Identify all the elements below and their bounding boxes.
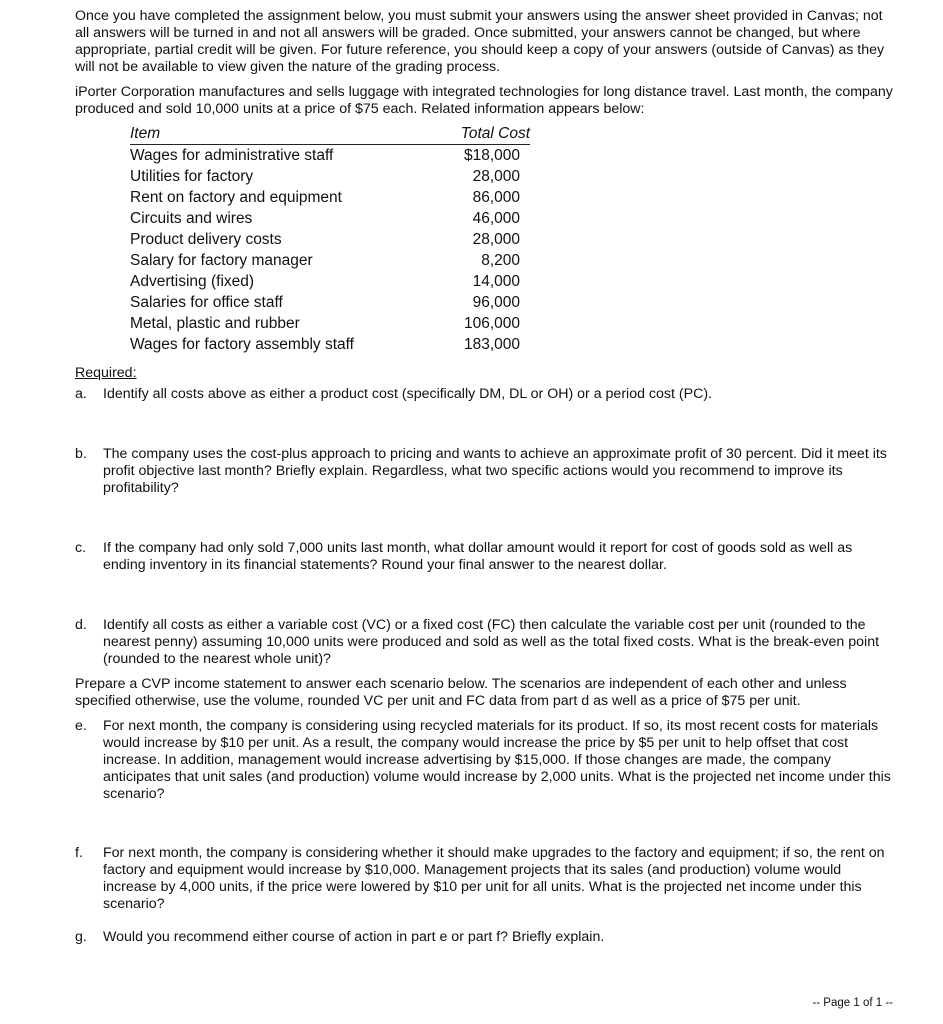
question-c [75,540,895,574]
table-row [130,208,530,229]
table-row [130,334,530,355]
intro-paragraph: Once you have completed the assignment below, you must submit your answers using the answer sheet provided in Canvas; not all answers will be turned in and not all answers will be graded. Once submitted, your answers cannot be changed, but where appropriate, partial credit will be given. For future reference, you should keep a copy of your answers (outside of Canvas) as they will not be available to view given the nature of the grading process. [75,8,885,75]
cost-item: Wages for factory assembly staff [130,336,354,353]
question-label: f. [75,845,83,861]
table-row [130,271,530,292]
cost-table-header [130,124,530,145]
question-a [75,386,895,403]
cost-item: Wages for administrative staff [130,147,334,164]
question-text: For next month, the company is considering whether it should make upgrades to the factory and equipment; if so, the rent on factory and equipment would increase by $10,000. Management projects that its sales (and production) volume would increase by 4,000 units, if the price were lowered by $10 per unit for all units. What is the projected net income under this scenario? [103,845,885,912]
question-text: Identify all costs as either a variable cost (VC) or a fixed cost (FC) then calculate the variable cost per unit (rounded to the nearest penny) assuming 10,000 units were produced and sold as well as the total fixed costs. What is the break-even point (rounded to the nearest whole unit)? [103,617,880,667]
question-d [75,617,895,668]
cost-value: 96,000 [472,294,520,311]
cost-table [130,124,530,355]
company-paragraph: iPorter Corporation manufactures and sells luggage with integrated technologies for long distance travel. Last month, the company produced and sold 10,000 units at a price of $75 each. Related information appears below: [75,84,893,117]
header-item: Item [130,124,424,145]
cost-value: 183,000 [463,336,520,353]
document-page [75,8,895,946]
question-label: g. [75,929,87,945]
cost-item: Metal, plastic and rubber [130,315,300,332]
cost-item: Advertising (fixed) [130,273,255,290]
question-label: c. [75,540,87,556]
table-row [130,166,530,187]
cost-item: Circuits and wires [130,210,253,227]
cost-value: 28,000 [472,168,520,185]
question-label: e. [75,718,87,734]
cost-value: 46,000 [472,210,520,227]
cost-value: 14,000 [472,273,520,290]
cost-value: 86,000 [472,189,520,206]
question-e [75,718,895,803]
question-text: Would you recommend either course of action in part e or part f? Briefly explain. [103,929,605,945]
question-b [75,446,895,497]
cost-value: 8,200 [481,252,520,269]
page-number-footer: -- Page 1 of 1 -- [812,997,893,1009]
cost-value: $18,000 [463,147,520,164]
table-row [130,292,530,313]
cost-item: Rent on factory and equipment [130,189,342,206]
cost-item: Product delivery costs [130,231,282,248]
cost-item: Utilities for factory [130,168,254,185]
cvp-instructions: Prepare a CVP income statement to answer each scenario below. The scenarios are independent of each other and unless specified otherwise, use the volume, rounded VC per unit and FC data from part d as well as a price of $75 per unit. [75,676,847,709]
table-row [130,250,530,271]
cost-item: Salaries for office staff [130,294,283,311]
table-row [130,229,530,250]
question-g [75,929,895,946]
table-row [130,313,530,334]
question-text: Identify all costs above as either a product cost (specifically DM, DL or OH) or a period cost (PC). [103,386,712,402]
required-heading: Required: [75,365,137,381]
table-row [130,145,530,167]
cost-value: 106,000 [463,315,520,332]
cost-value: 28,000 [472,231,520,248]
table-row [130,187,530,208]
question-text: The company uses the cost-plus approach to pricing and wants to achieve an approximate profit of 30 percent. Did it meet its profit objective last month? Briefly explain. Regardless, what two specific actions would you recommend to improve its profitability? [103,446,887,496]
question-label: b. [75,446,87,462]
header-total-cost: Total Cost [424,124,530,145]
question-f [75,845,895,913]
question-text: For next month, the company is considering using recycled materials for its product. If so, its most recent costs for materials would increase by $10 per unit. As a result, the company would increase the price by $5 per unit to help offset that cost increase. In addition, management would increase advertising by $15,000. If those changes are made, the company anticipates that unit sales (and production) volume would increase by 2,000 units. What is the projected net income under this scenario? [103,718,891,802]
question-label: d. [75,617,87,633]
question-text: If the company had only sold 7,000 units last month, what dollar amount would it report for cost of goods sold as well as ending inventory in its financial statements? Round your final answer to the nearest dollar. [103,540,853,573]
question-label: a. [75,386,87,402]
cost-item: Salary for factory manager [130,252,313,269]
